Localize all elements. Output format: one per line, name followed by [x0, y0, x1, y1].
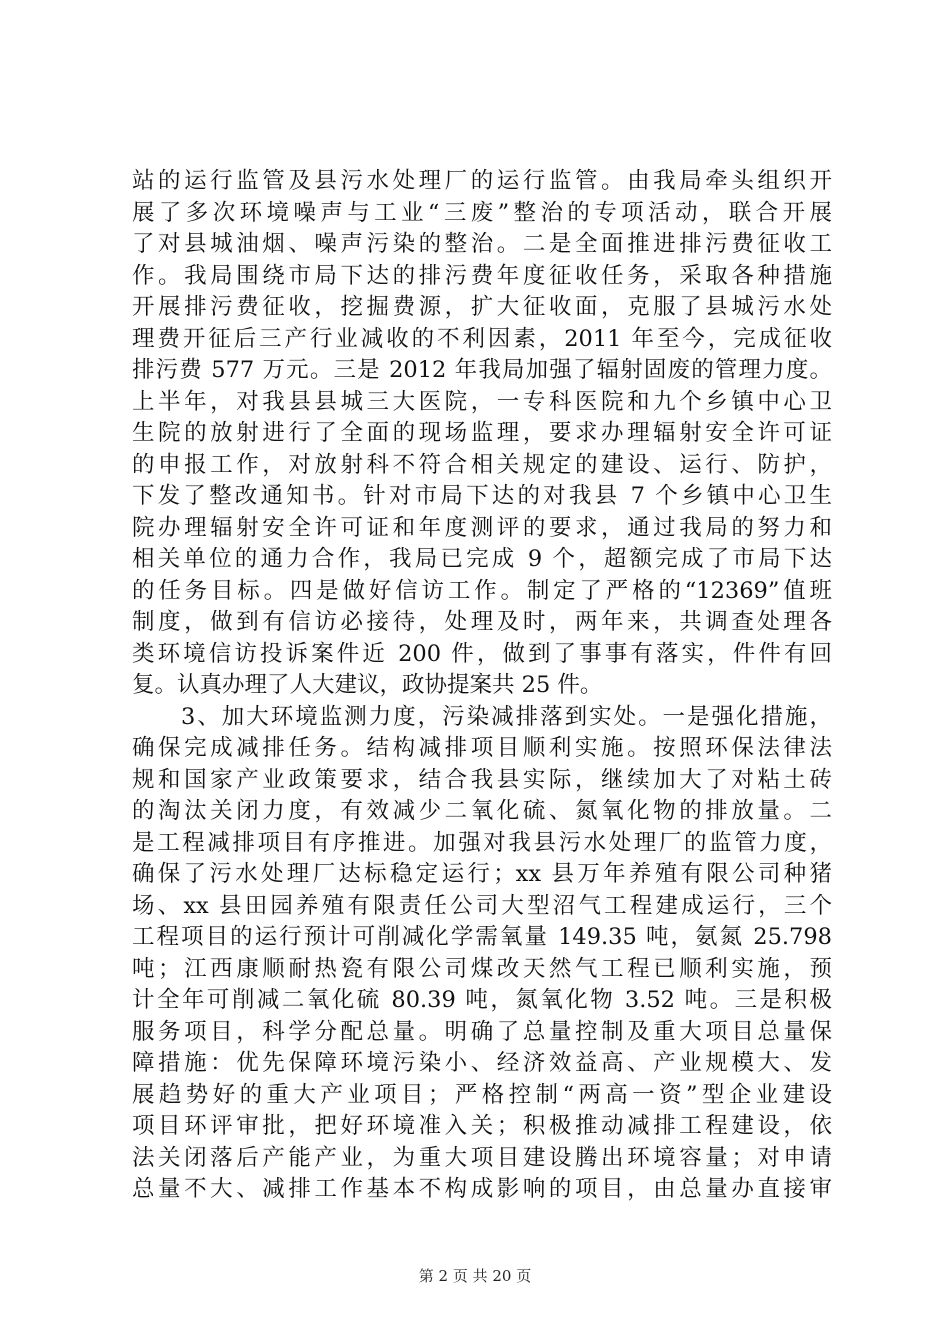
text-line: 类环境信访投诉案件近 200 件，做到了事事有落实，件件有回 [132, 640, 832, 667]
text-line: 项目环评审批，把好环境准入关；积极推动减排工程建设，依 [132, 1113, 832, 1139]
text-line: 作。我局围绕市局下达的排污费年度征收任务，采取各种措施 [132, 262, 832, 289]
text-line: 制度，做到有信访必接待，处理及时，两年来，共调查处理各 [132, 609, 832, 635]
text-line: 站的运行监管及县污水处理厂的运行监管。由我局牵头组织开 [132, 168, 832, 194]
text-line: 的任务目标。四是做好信访工作。制定了严格的“12369”值班 [132, 577, 832, 604]
text-line: 了对县城油烟、噪声污染的整治。二是全面推进排污费征收工 [132, 231, 832, 257]
text-line: 吨；江西康顺耐热瓷有限公司煤改天然气工程已顺利实施，预 [132, 955, 832, 982]
text-line: 排污费 577 万元。三是 2012 年我局加强了辐射固废的管理力度。 [132, 357, 832, 383]
text-line: 展了多次环境噪声与工业“三废”整治的专项活动，联合开展 [132, 199, 832, 226]
text-line: 服务项目，科学分配总量。明确了总量控制及重大项目总量保 [132, 1018, 832, 1045]
text-line: 总量不大、减排工作基本不构成影响的项目，由总量办直接审 [132, 1176, 832, 1202]
text-line: 复。认真办理了人大建议，政协提案共 25 件。 [132, 672, 603, 698]
body-text [132, 166, 832, 1206]
text-line: 法关闭落后产能产业，为重大项目建设腾出环境容量；对申请 [132, 1144, 832, 1171]
text-line: 规和国家产业政策要求，结合我县实际，继续加大了对粘土砖 [132, 766, 832, 793]
page-footer: 第 2 页 共 20 页 [418, 1267, 532, 1285]
text-line: 展趋势好的重大产业项目；严格控制“两高一资”型企业建设 [132, 1081, 832, 1108]
text-line: 理费开征后三产行业减收的不利因素，2011 年至今，完成征收 [132, 325, 832, 352]
text-line: 计全年可削减二氧化硫 80.39 吨，氮氧化物 3.52 吨。三是积极 [132, 987, 832, 1013]
text-line: 的申报工作，对放射科不符合相关规定的建设、运行、防护， [132, 451, 832, 478]
text-line: 上半年，对我县县城三大医院，一专科医院和九个乡镇中心卫 [132, 388, 832, 415]
text-line: 工程项目的运行预计可削减化学需氧量 149.35 吨，氨氮 25.798 [132, 924, 832, 950]
text-line: 相关单位的通力合作，我局已完成 9 个，超额完成了市局下达 [132, 546, 832, 572]
text-line: 是工程减排项目有序推进。加强对我县污水处理厂的监管力度， [132, 829, 832, 856]
text-line: 开展排污费征收，挖掘费源，扩大征收面，克服了县城污水处 [132, 294, 832, 320]
text-line: 的淘汰关闭力度，有效减少二氧化硫、氮氧化物的排放量。二 [132, 798, 832, 824]
text-line: 障措施：优先保障环境污染小、经济效益高、产业规模大、发 [132, 1050, 832, 1076]
text-line: 确保完成减排任务。结构减排项目顺利实施。按照环保法律法 [132, 735, 832, 761]
text-line: 确保了污水处理厂达标稳定运行；xx 县万年养殖有限公司种猪 [132, 861, 832, 887]
text-line: 院办理辐射安全许可证和年度测评的要求，通过我局的努力和 [132, 514, 832, 541]
text-line: 场、xx 县田园养殖有限责任公司大型沼气工程建成运行，三个 [132, 892, 832, 919]
text-line: 3、加大环境监测力度，污染减排落到实处。一是强化措施， [132, 703, 832, 730]
text-line: 生院的放射进行了全面的现场监理，要求办理辐射安全许可证 [132, 420, 832, 446]
text-line: 下发了整改通知书。针对市局下达的对我县 7 个乡镇中心卫生 [132, 483, 832, 509]
